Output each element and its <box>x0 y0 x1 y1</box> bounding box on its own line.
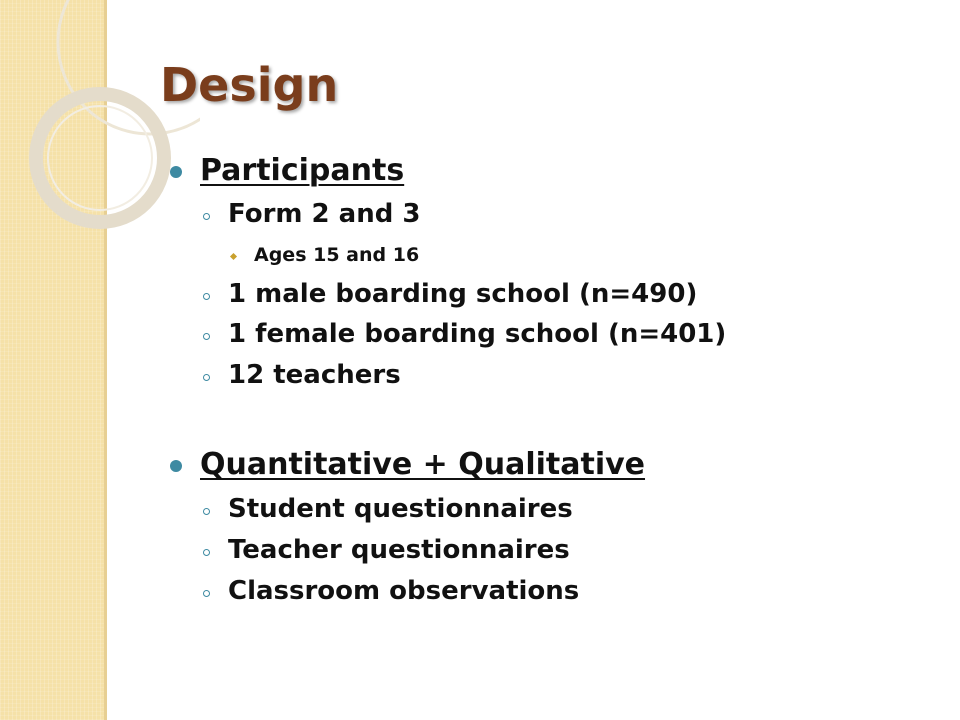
list-item: Classroom observations <box>228 576 580 606</box>
list-subitem: Ages 15 and 16 <box>254 244 420 266</box>
section-heading-participants <box>200 153 404 188</box>
bullet-ring-icon <box>203 293 210 300</box>
bullet-ring-icon <box>203 333 210 340</box>
bullet-ring-icon <box>203 213 210 220</box>
bullet-dot-icon <box>170 166 182 178</box>
bullet-dot-icon <box>170 460 182 472</box>
section-heading-text: Quantitative + Qualitative <box>200 447 646 482</box>
bullet-ring-icon <box>203 549 210 556</box>
list-item: Teacher questionnaires <box>228 535 570 565</box>
list-item: 1 male boarding school (n=490) <box>228 279 698 309</box>
section-heading-text: Participants <box>200 153 405 188</box>
list-item: Form 2 and 3 <box>228 199 421 229</box>
list-item: 12 teachers <box>228 360 401 390</box>
list-item: Student questionnaires <box>228 494 573 524</box>
bullet-ring-icon <box>203 590 210 597</box>
bullet-ring-icon <box>203 508 210 515</box>
bullet-diamond-icon <box>230 253 237 260</box>
bullet-ring-icon <box>203 374 210 381</box>
slide-title: Design <box>160 58 339 112</box>
list-item: 1 female boarding school (n=401) <box>228 319 727 349</box>
section-heading-methods <box>200 447 645 482</box>
